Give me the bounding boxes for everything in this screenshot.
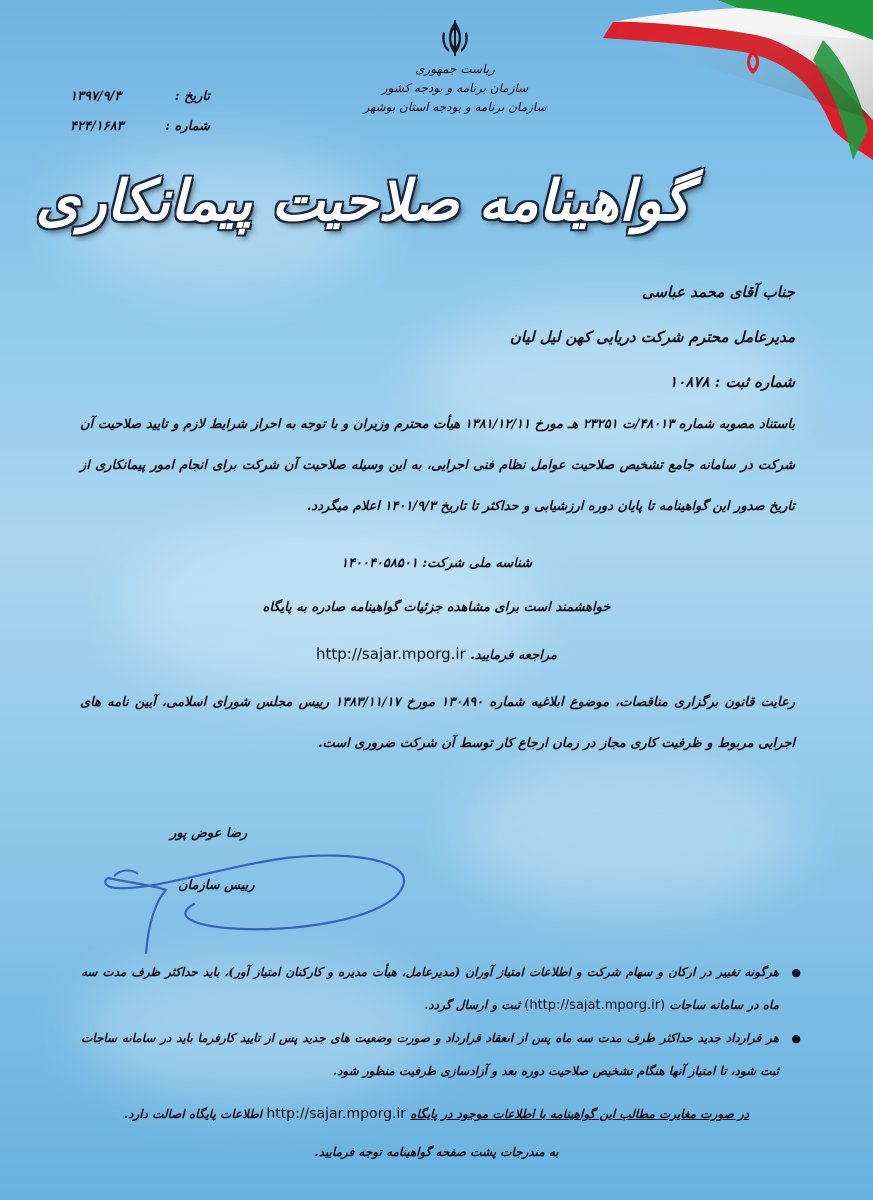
footer-url-link[interactable]: http://sajar.mporg.ir <box>266 1106 407 1122</box>
cloud-decoration <box>460 760 800 910</box>
number-row <box>70 112 210 142</box>
iran-flag-ribbon <box>523 0 873 175</box>
date-value: ۱۳۹۷/۹/۳ <box>70 89 122 104</box>
org-line: سازمان برنامه و بودجه کشور <box>381 81 529 95</box>
footer-text: در صورت مغایرت مطالب این گواهینامه با اطلاعات موجود در پایگاه <box>410 1107 750 1121</box>
signatory-title: رییس سازمان <box>178 878 255 893</box>
number-label: شماره : <box>165 119 210 134</box>
body-paragraph: باستناد مصوبه شماره ۴۸۰۱۳/ت ۲۳۲۵۱ هـ مورخ ۱۳۸۱/۱۲/۱۱ هیأت محترم وزیران و با توجه به احراز شرایط لازم و تایید صلاحیت آن شرکت در سامانه جامع تشخیص صلاحیت عوامل نظام فنی اجرایی، به این وسیله صلاحیت آن شرکت برای انجام امور پیمانکاری از تاریخ صدور این گواهینامه تا پایان دوره ارزشیابی و حداکثر تا تاریخ ۱۴۰۱/۹/۳ اعلام میگردد. <box>80 417 796 514</box>
footer-line-discrepancy <box>0 1106 873 1122</box>
note-text: هر قرارداد جدید حداکثر ظرف مدت سه ماه پس از انعقاد قرارداد و صورت وضعیت های جدید پس از تایید کارفرما باید در سامانه ساجات ثبت شود، تا امتیاز آنها هنگام تشخیص صلاحیت دوره بعد و آزادسازی ظرفیت منظور شود. <box>81 1031 779 1078</box>
date-row <box>70 82 210 112</box>
org-line: سازمان برنامه و بودجه استان بوشهر <box>363 100 547 114</box>
letter-meta <box>70 82 210 142</box>
org-line: ریاست جمهوری <box>415 62 495 76</box>
request-line: خواهشمند است برای مشاهده جزئیات گواهینامه صادره به پایگاه <box>262 600 611 615</box>
handwritten-signature <box>96 848 416 958</box>
note-item <box>81 956 801 1022</box>
note-text: هرگونه تغییر در ارکان و سهام شرکت و اطلاعات امتیاز آوران (مدیرعامل، هیأت مدیره و کارکنان امتیاز آور)، باید حداکثر ظرف مدت سه ماه در سامانه ساجات <box>81 965 779 1012</box>
note-text: ثبت و ارسال گردد. <box>424 998 521 1012</box>
organization-header <box>360 60 550 117</box>
notes-list <box>81 956 801 1088</box>
recipient-name: جناب آقای محمد عباسی <box>641 283 795 301</box>
number-value: ۴۲۴/۱۶۸۳ <box>70 119 124 134</box>
registration-number: شماره ثبت : ۱۰۸۷۸ <box>669 373 795 391</box>
compliance-paragraph: رعایت قانون برگزاری مناقصات، موضوع ابلاغیه شماره ۱۳۰۸۹۰ مورخ ۱۳۸۳/۱۱/۱۷ رییس مجلس شورای اسلامی، آیین نامه های اجرایی مربوط و ظرفیت کاری مجاز در زمان ارجاع کار توسط آن شرکت ضروری است. <box>80 695 795 751</box>
certificate-title: گواهینامه صلاحیت پیمانکاری <box>35 168 690 234</box>
recipient-role: مدیرعامل محترم شرکت دریایی کهن لیل لیان <box>509 328 795 346</box>
sajat-url-link[interactable]: (http://sajat.mporg.ir) <box>524 998 666 1013</box>
portal-suffix: مراجعه فرمایید. <box>470 648 557 663</box>
signatory-name: رضا عوض پور <box>170 826 248 841</box>
portal-line <box>0 645 873 663</box>
national-id-line: شناسه ملی شرکت: ۱۴۰۰۴۰۵۸۵۰۱ <box>341 556 532 571</box>
footer-line-back: به مندرجات پشت صفحه گواهینامه توجه فرمایید. <box>314 1145 559 1159</box>
date-label: تاریخ : <box>174 89 210 104</box>
footer-text: اطلاعات پایگاه اصالت دارد. <box>123 1107 263 1121</box>
note-item <box>81 1022 801 1088</box>
portal-url-link[interactable]: http://sajar.mporg.ir <box>315 645 466 663</box>
national-emblem-icon <box>435 18 475 58</box>
